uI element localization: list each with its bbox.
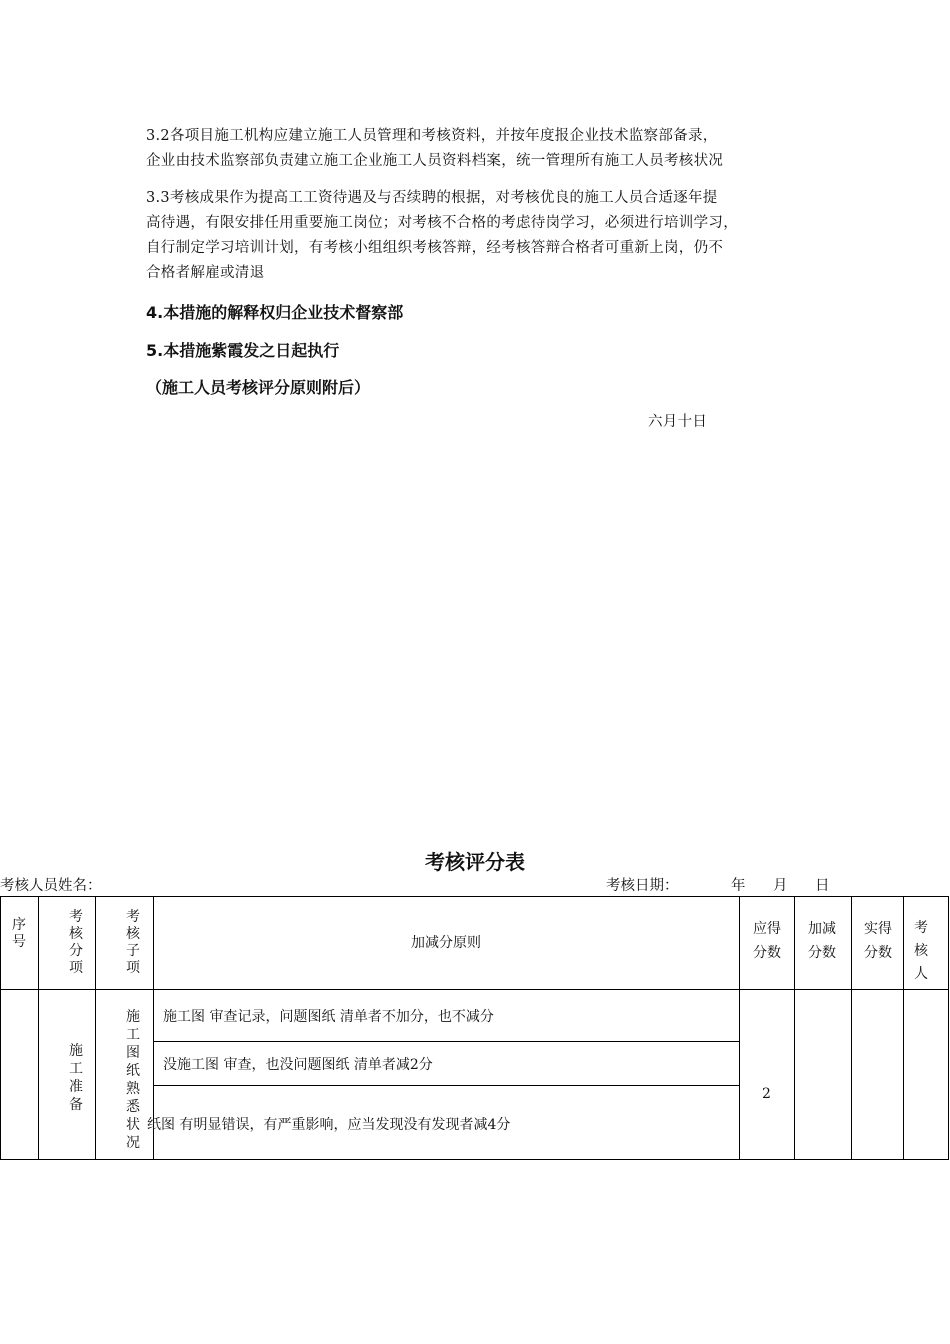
col-divider xyxy=(794,897,795,1159)
header-category: 考核分项 xyxy=(69,909,83,976)
para-3-2-line2: 企业由技术监察部负责建立施工企业施工人员资料档案，统一管理所有施工人员考核状况 xyxy=(146,153,724,169)
criteria-row-1: 施工图 审查记录，问题图纸 清单者不加分，也不减分 xyxy=(163,1009,494,1025)
header-subcategory: 考核子项 xyxy=(126,909,140,976)
criteria-row-2: 没施工图 审查，也没问题图纸 清单者减2分 xyxy=(163,1057,433,1073)
col-divider xyxy=(739,897,740,1159)
appendix-note: （施工人员考核评分原则附后） xyxy=(146,378,371,397)
para-3-3-line3: 自行制定学习培训计划，有考核小组组织考核答辩，经考核答辩合格者可重新上岗，仍不 xyxy=(146,240,724,256)
header-actual-score: 实得分数 xyxy=(864,921,892,961)
exam-date-year: 年 xyxy=(731,878,746,894)
col-divider xyxy=(903,897,904,1159)
para-3-3-line2: 高待遇，有限安排任用重要施工岗位；对考核不合格的考虑待岗学习，必须进行培训学习， xyxy=(146,215,738,231)
exam-date-day: 日 xyxy=(815,878,830,894)
form-title: 考核评分表 xyxy=(425,850,525,874)
exam-date-label: 考核日期： xyxy=(606,878,679,894)
date-signature: 六月十日 xyxy=(648,414,708,430)
category-value: 施工准备 xyxy=(69,1043,83,1113)
header-should-score: 应得分数 xyxy=(753,921,781,961)
row-divider xyxy=(153,1041,739,1042)
should-score-value: 2 xyxy=(762,1086,771,1102)
scoring-table xyxy=(0,896,949,1160)
para-3-3-line1: 3.3考核成果作为提高工工资待遇及与否续聘的根据，对考核优良的施工人员合适逐年提 xyxy=(146,190,718,206)
col-divider xyxy=(851,897,852,1159)
subcategory-value: 施工图纸熟悉状况 xyxy=(126,1009,140,1151)
col-divider xyxy=(95,897,96,1159)
header-seq: 序号 xyxy=(12,917,26,950)
criteria-row-3: 纸图 有明显错误，有严重影响，应当发现没有发现者减4分 xyxy=(147,1117,511,1133)
header-examiner: 考核人 xyxy=(914,920,928,982)
header-divider xyxy=(1,989,948,990)
para-3-2-line1: 3.2各项目施工机构应建立施工人员管理和考核资料，并按年度报企业技术监察部备录， xyxy=(146,128,718,144)
header-criteria: 加减分原则 xyxy=(411,935,481,951)
para-3-3-line4: 合格者解雇或清退 xyxy=(146,265,265,281)
exam-date-month: 月 xyxy=(773,878,788,894)
col-divider xyxy=(38,897,39,1159)
heading-5: 5.本措施紫霞发之日起执行 xyxy=(146,341,340,360)
row-divider xyxy=(153,1085,739,1086)
header-adjust-score: 加减分数 xyxy=(808,921,836,961)
heading-4: 4.本措施的解释权归企业技术督察部 xyxy=(146,303,404,322)
examinee-name-label: 考核人员姓名： xyxy=(0,878,102,894)
